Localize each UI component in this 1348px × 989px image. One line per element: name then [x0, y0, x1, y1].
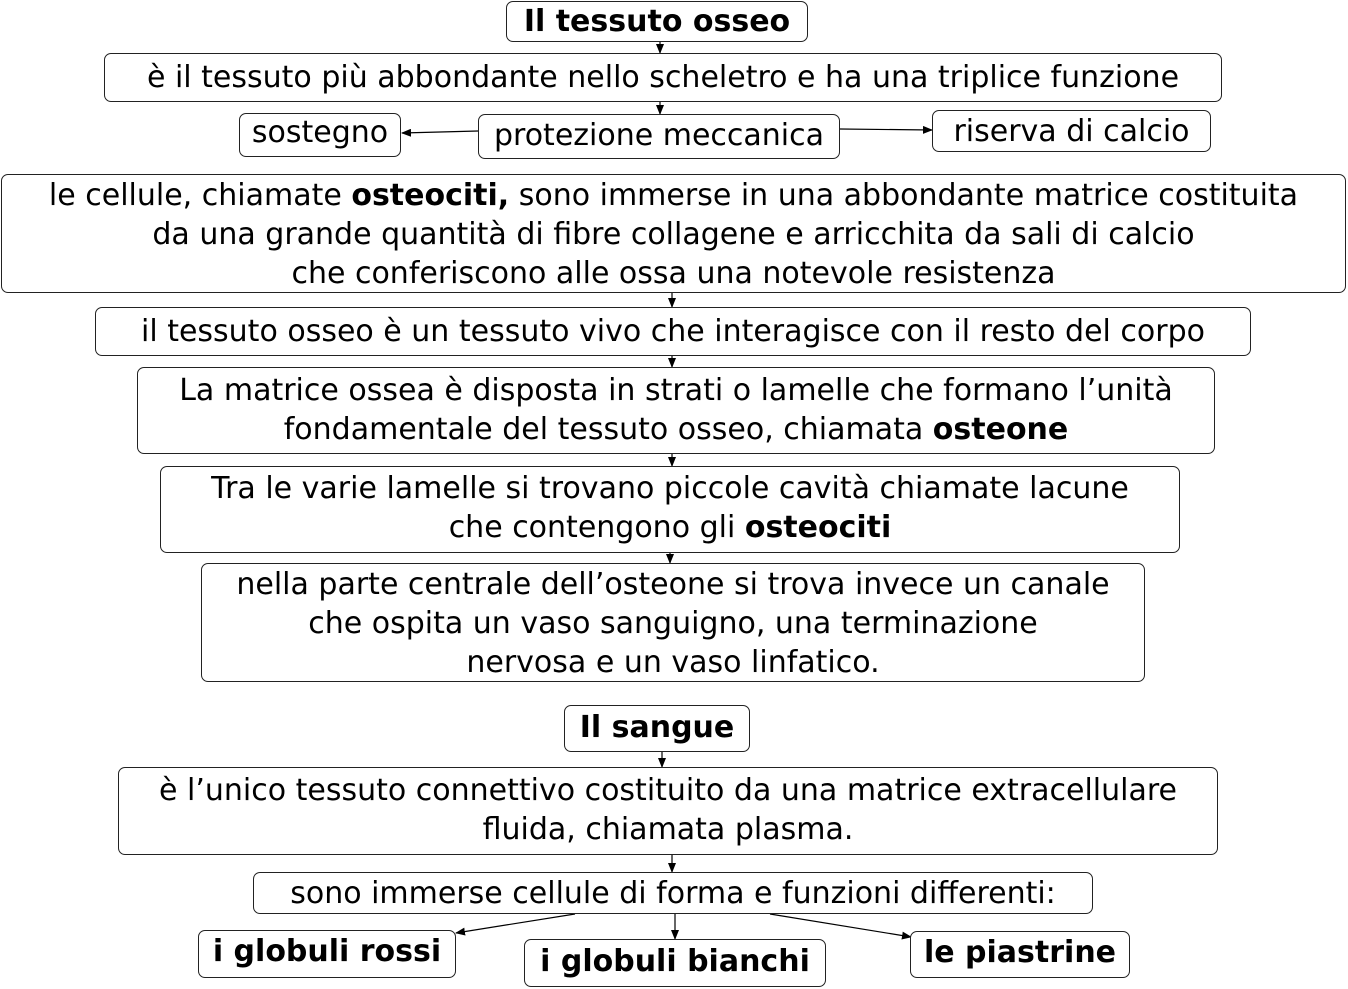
bone-alive: il tessuto osseo è un tessuto vivo che interagisce con il resto del corpo — [140, 314, 1205, 349]
bone-definition: è il tessuto più abbondante nello scheletro e ha una triplice funzione — [146, 60, 1180, 95]
function-calcium: riserva di calcio — [953, 114, 1190, 149]
platelets: le piastrine — [923, 935, 1117, 970]
bone-cells-line-1: le cellule, chiamate osteociti, sono immerse in una abbondante matrice costituita — [48, 178, 1299, 213]
blood-definition-line-2: fluida, chiamata plasma. — [482, 812, 854, 847]
bone-title: Il tessuto osseo — [523, 4, 791, 39]
bone-cells-line-2: da una grande quantità di fibre collagene e arricchita da sali di calcio — [152, 217, 1195, 252]
white-cells: i globuli bianchi — [540, 944, 810, 979]
red-cells-node — [198, 930, 456, 978]
osteocytes-term-2: osteociti — [744, 510, 892, 545]
arrow-intro-to-red-cells — [456, 914, 575, 933]
arrow-intro-to-platelets — [770, 914, 911, 937]
bone-matrix-node — [137, 367, 1215, 454]
arrow-protection-to-support — [402, 131, 478, 133]
function-protection: protezione meccanica — [493, 118, 824, 153]
bone-canal-line-1: nella parte centrale dell’osteone si trova invece un canale — [236, 567, 1110, 602]
platelets-node — [910, 931, 1130, 978]
white-cells-node — [524, 939, 826, 987]
blood-cells-intro: sono immerse cellule di forma e funzioni differenti: — [290, 876, 1056, 911]
blood-definition-line-1: è l’unico tessuto connettivo costituito da una matrice extracellulare — [158, 773, 1178, 808]
blood-cells-intro-node — [253, 872, 1093, 914]
bone-definition-node — [104, 53, 1222, 102]
bone-lacunae-line-1: Tra le varie lamelle si trovano piccole cavità chiamate lacune — [211, 471, 1129, 506]
bone-title-node — [506, 1, 808, 42]
bone-cells-node — [1, 174, 1346, 293]
bone-matrix-line-1: La matrice ossea è disposta in strati o lamelle che formano l’unità — [179, 373, 1173, 408]
bone-alive-node — [95, 307, 1251, 356]
blood-definition-node — [118, 767, 1218, 855]
bone-canal-line-2: che ospita un vaso sanguigno, una terminazione — [308, 606, 1038, 641]
function-protection-node — [478, 114, 840, 159]
osteocytes-term: osteociti, — [351, 178, 510, 213]
red-cells: i globuli rossi — [212, 934, 442, 969]
bone-canal-node — [201, 563, 1145, 682]
bone-cells-line-3: che conferiscono alle ossa una notevole resistenza — [291, 256, 1056, 291]
function-support: sostegno — [251, 115, 389, 150]
bone-lacunae-node — [160, 466, 1180, 553]
bone-canal-line-3: nervosa e un vaso linfatico. — [466, 645, 880, 680]
osteon-term: osteone — [932, 412, 1069, 447]
arrow-protection-to-calcium — [840, 129, 932, 130]
function-support-node — [239, 113, 401, 157]
blood-title-node — [564, 705, 750, 752]
blood-title: Il sangue — [579, 710, 735, 745]
bone-lacunae-line-2: che contengono gli osteociti — [448, 510, 892, 545]
bone-matrix-line-2: fondamentale del tessuto osseo, chiamata osteone — [283, 412, 1069, 447]
function-calcium-node — [932, 110, 1211, 152]
